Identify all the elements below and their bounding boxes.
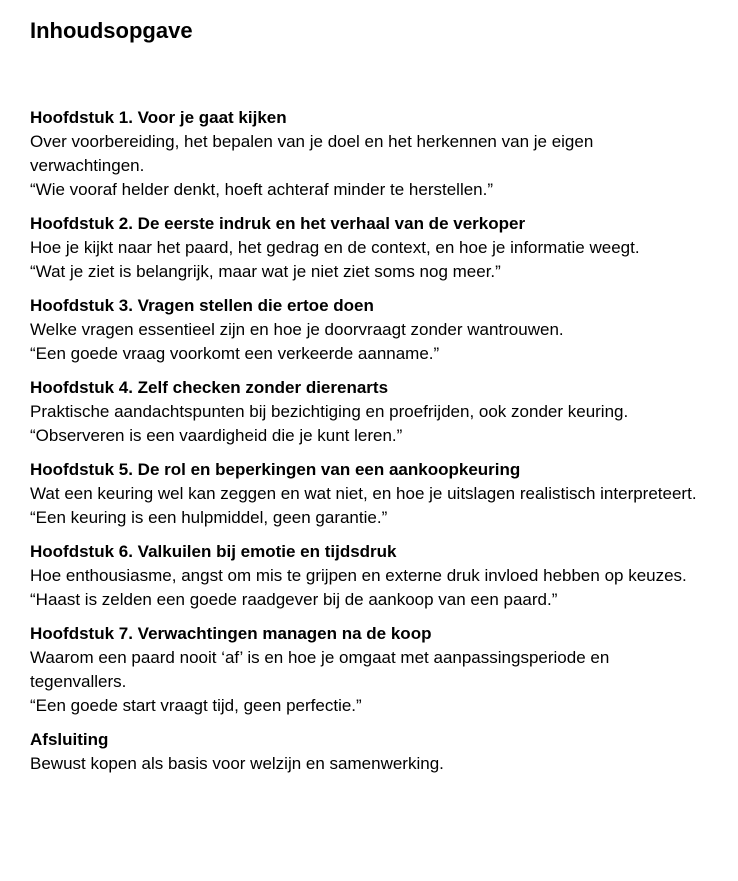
chapter-description: Over voorbereiding, het bepalen van je doel en het herkennen van je eigen verwachtingen. bbox=[30, 132, 594, 175]
closing-heading: Afsluiting bbox=[30, 730, 109, 749]
closing-description: Bewust kopen als basis voor welzijn en samenwerking. bbox=[30, 754, 444, 773]
chapter-description: Wat een keuring wel kan zeggen en wat niet, en hoe je uitslagen realistisch interpreteert. bbox=[30, 484, 697, 503]
toc-section-chapter-3 bbox=[30, 294, 708, 366]
table-of-contents bbox=[30, 106, 708, 776]
chapter-heading: Hoofdstuk 5. De rol en beperkingen van een aankoopkeuring bbox=[30, 460, 521, 479]
chapter-description: Welke vragen essentieel zijn en hoe je doorvraagt zonder wantrouwen. bbox=[30, 320, 564, 339]
chapter-heading: Hoofdstuk 7. Verwachtingen managen na de koop bbox=[30, 624, 432, 643]
page-title: Inhoudsopgave bbox=[30, 18, 193, 43]
chapter-quote: “Een goede vraag voorkomt een verkeerde aanname.” bbox=[30, 344, 440, 363]
toc-section-chapter-6 bbox=[30, 540, 708, 612]
toc-section-chapter-7 bbox=[30, 622, 708, 718]
chapter-quote: “Wat je ziet is belangrijk, maar wat je niet ziet soms nog meer.” bbox=[30, 262, 501, 281]
toc-section-chapter-2 bbox=[30, 212, 708, 284]
chapter-description: Praktische aandachtspunten bij bezichtiging en proefrijden, ook zonder keuring. bbox=[30, 402, 629, 421]
chapter-description: Hoe enthousiasme, angst om mis te grijpen en externe druk invloed hebben op keuzes. bbox=[30, 566, 687, 585]
chapter-heading: Hoofdstuk 1. Voor je gaat kijken bbox=[30, 108, 287, 127]
chapter-description: Hoe je kijkt naar het paard, het gedrag en de context, en hoe je informatie weegt. bbox=[30, 238, 640, 257]
chapter-heading: Hoofdstuk 4. Zelf checken zonder dierenarts bbox=[30, 378, 389, 397]
chapter-quote: “Een keuring is een hulpmiddel, geen garantie.” bbox=[30, 508, 388, 527]
toc-section-chapter-5 bbox=[30, 458, 708, 530]
chapter-heading: Hoofdstuk 2. De eerste indruk en het verhaal van de verkoper bbox=[30, 214, 526, 233]
toc-section-chapter-4 bbox=[30, 376, 708, 448]
chapter-heading: Hoofdstuk 3. Vragen stellen die ertoe doen bbox=[30, 296, 374, 315]
chapter-quote: “Wie vooraf helder denkt, hoeft achteraf minder te herstellen.” bbox=[30, 180, 494, 199]
toc-section-chapter-1 bbox=[30, 106, 708, 202]
chapter-quote: “Een goede start vraagt tijd, geen perfectie.” bbox=[30, 696, 362, 715]
toc-section-closing bbox=[30, 728, 708, 776]
chapter-description: Waarom een paard nooit ‘af’ is en hoe je omgaat met aanpassingsperiode en tegenvallers. bbox=[30, 648, 610, 691]
chapter-heading: Hoofdstuk 6. Valkuilen bij emotie en tijdsdruk bbox=[30, 542, 397, 561]
chapter-quote: “Observeren is een vaardigheid die je kunt leren.” bbox=[30, 426, 403, 445]
chapter-quote: “Haast is zelden een goede raadgever bij de aankoop van een paard.” bbox=[30, 590, 558, 609]
